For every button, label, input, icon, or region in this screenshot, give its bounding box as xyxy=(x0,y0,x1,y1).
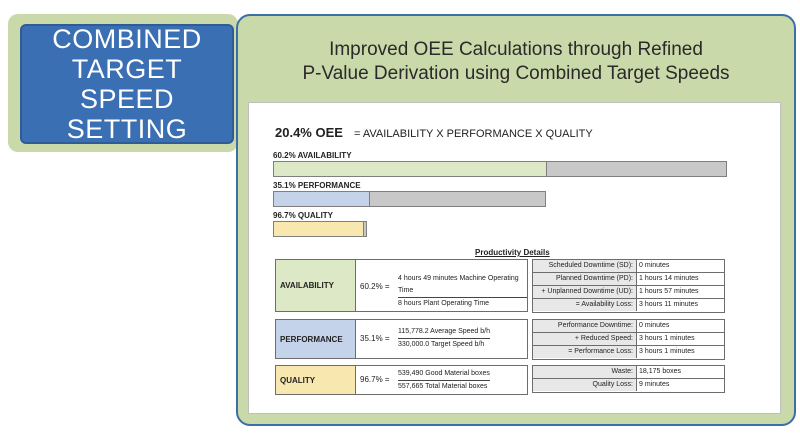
detail-label: Waste: xyxy=(533,366,637,378)
availability-numerator: 4 hours 49 minutes Machine Operating Time xyxy=(398,273,527,298)
performance-bar xyxy=(273,191,546,207)
detail-row xyxy=(533,333,724,346)
detail-value: 1 hours 57 minutes xyxy=(639,288,699,295)
performance-details xyxy=(532,319,725,360)
main-title-line-1: Improved OEE Calculations through Refined xyxy=(329,39,703,60)
detail-row xyxy=(533,366,724,379)
detail-row xyxy=(533,379,724,392)
availability-pct: 60.2% = xyxy=(360,282,390,291)
detail-label: = Availability Loss: xyxy=(533,299,637,311)
performance-numerator: 115,778.2 Average Speed b/h xyxy=(398,326,490,339)
availability-bar xyxy=(273,161,727,177)
side-title-line-3: SETTING xyxy=(66,114,188,144)
availability-category: AVAILABILITY xyxy=(276,260,356,311)
performance-fraction xyxy=(398,326,490,351)
performance-row xyxy=(275,319,528,359)
detail-row xyxy=(533,299,724,312)
quality-bar xyxy=(273,221,367,237)
detail-label: + Reduced Speed: xyxy=(533,333,637,345)
availability-denominator: 8 hours Plant Operating Time xyxy=(398,300,490,307)
detail-row xyxy=(533,286,724,299)
quality-bar-remainder xyxy=(363,222,366,236)
performance-denominator: 330,000.0 Target Speed b/h xyxy=(398,341,485,348)
detail-value: 9 minutes xyxy=(639,381,670,388)
quality-bar-label: 96.7% QUALITY xyxy=(273,211,334,220)
detail-value: 3 hours 1 minutes xyxy=(639,335,695,342)
detail-row xyxy=(533,260,724,273)
oee-formula: = AVAILABILITY X PERFORMANCE X QUALITY xyxy=(354,128,593,140)
performance-bar-remainder xyxy=(369,192,545,206)
detail-label: Performance Downtime: xyxy=(533,320,637,332)
quality-fraction xyxy=(398,368,490,393)
detail-row xyxy=(533,346,724,359)
main-title xyxy=(238,38,794,86)
side-title-box xyxy=(20,24,234,144)
oee-sheet xyxy=(248,102,781,414)
main-card xyxy=(236,14,796,426)
oee-summary xyxy=(275,125,593,140)
detail-label: Scheduled Downtime (SD): xyxy=(533,260,637,272)
availability-bar-fill xyxy=(274,162,546,176)
performance-bar-fill xyxy=(274,192,369,206)
quality-bar-fill xyxy=(274,222,363,236)
quality-details xyxy=(532,365,725,393)
side-card xyxy=(8,14,238,152)
quality-row xyxy=(275,365,528,395)
detail-row xyxy=(533,320,724,333)
performance-bar-label: 35.1% PERFORMANCE xyxy=(273,181,361,190)
productivity-details-title: Productivity Details xyxy=(475,248,550,257)
main-title-line-2: P-Value Derivation using Combined Target Speeds xyxy=(302,63,730,84)
availability-bar-label: 60.2% AVAILABILITY xyxy=(273,151,352,160)
detail-value: 3 hours 1 minutes xyxy=(639,348,695,355)
detail-value: 18,175 boxes xyxy=(639,368,682,375)
detail-label: Planned Downtime (PD): xyxy=(533,273,637,285)
availability-fraction xyxy=(398,273,527,310)
detail-label: = Performance Loss: xyxy=(533,346,637,358)
detail-value: 1 hours 14 minutes xyxy=(639,275,699,282)
quality-pct: 96.7% = xyxy=(360,375,390,384)
side-title-line-2: TARGET SPEED xyxy=(71,54,183,114)
detail-value: 0 minutes xyxy=(639,322,670,329)
detail-value: 0 minutes xyxy=(639,262,670,269)
availability-bar-remainder xyxy=(546,162,726,176)
quality-denominator: 557,665 Total Material boxes xyxy=(398,383,488,390)
detail-label: Quality Loss: xyxy=(533,379,637,391)
side-title-line-1: COMBINED xyxy=(52,24,202,54)
detail-value: 3 hours 11 minutes xyxy=(639,301,699,308)
performance-category: PERFORMANCE xyxy=(276,320,356,358)
oee-value: 20.4% OEE xyxy=(275,125,343,140)
quality-category: QUALITY xyxy=(276,366,356,394)
performance-pct: 35.1% = xyxy=(360,334,390,343)
quality-numerator: 539,490 Good Material boxes xyxy=(398,368,490,381)
availability-row xyxy=(275,259,528,312)
detail-label: + Unplanned Downtime (UD): xyxy=(533,286,637,298)
availability-details xyxy=(532,259,725,313)
detail-row xyxy=(533,273,724,286)
